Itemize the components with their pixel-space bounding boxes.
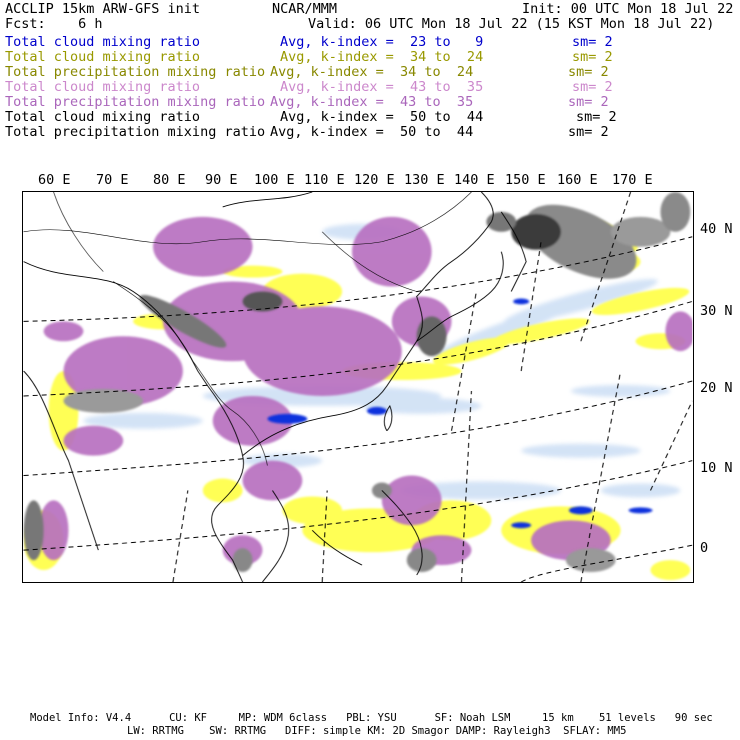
lat-label: 10 N [700, 460, 733, 476]
lon-label: 110 E [304, 172, 345, 188]
init-time: Init: 00 UTC Mon 18 Jul 22 [522, 1, 734, 17]
lon-label: 170 E [612, 172, 653, 188]
forecast-map [22, 191, 694, 583]
lat-label: 30 N [700, 303, 733, 319]
lon-label: 100 E [254, 172, 295, 188]
lon-label: 160 E [557, 172, 598, 188]
forecast-hour: Fcst: 6 h [5, 16, 103, 32]
lat-label: 20 N [700, 380, 733, 396]
lat-label: 40 N [700, 221, 733, 237]
model-info-line2: LW: RRTMG SW: RRTMG DIFF: simple KM: 2D Smagor DAMP: Rayleigh3 SFLAY: MM5 [127, 725, 627, 737]
lon-label: 120 E [354, 172, 395, 188]
lon-label: 60 E [38, 172, 71, 188]
lat-label: 0 [700, 540, 709, 556]
lon-label: 90 E [205, 172, 238, 188]
lon-label: 70 E [96, 172, 129, 188]
lon-label: 150 E [505, 172, 546, 188]
model-info-line1: Model Info: V4.4 CU: KF MP: WDM 6class PBL: YSU SF: Noah LSM 15 km 51 levels 90 sec [30, 712, 713, 724]
valid-time: Valid: 06 UTC Mon 18 Jul 22 (15 KST Mon 18 Jul 22) [308, 16, 715, 32]
lon-label: 130 E [404, 172, 445, 188]
model-title: ACCLIP 15km ARW-GFS init [5, 1, 201, 17]
lon-label: 80 E [153, 172, 186, 188]
org-label: NCAR/MMM [272, 1, 338, 17]
lon-label: 140 E [454, 172, 495, 188]
